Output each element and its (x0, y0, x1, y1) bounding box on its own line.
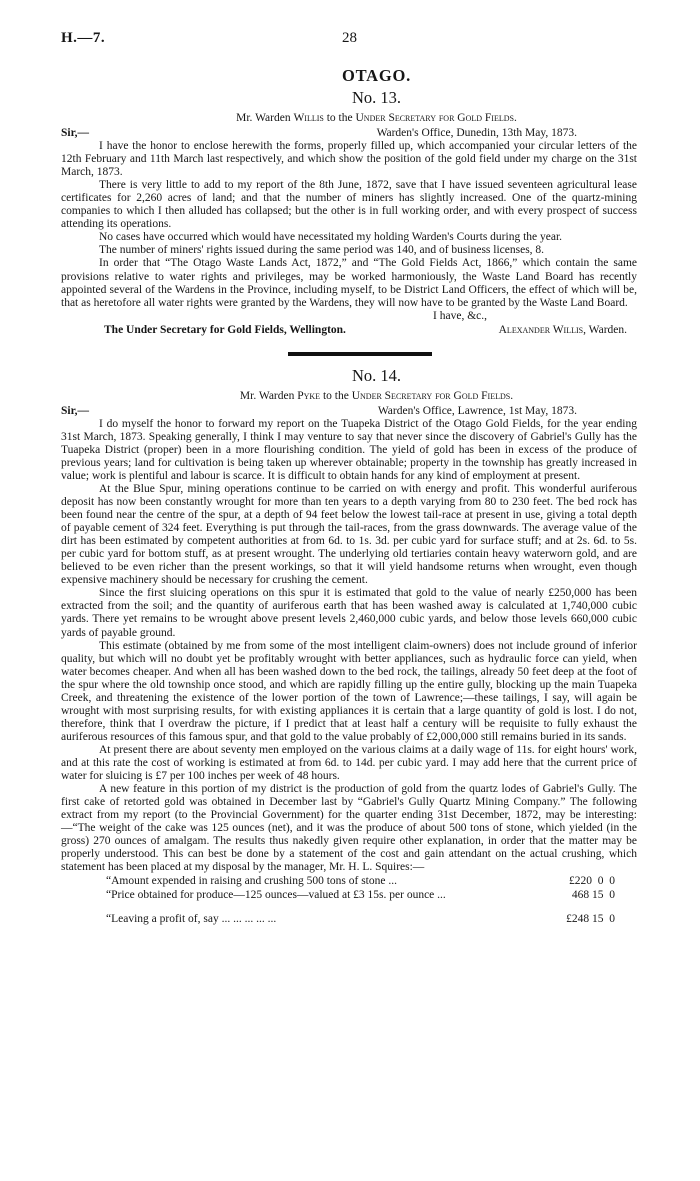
region-title: OTAGO. (341, 66, 412, 85)
paragraph: The number of miners' rights issued during the same period was 140, and of business licenses, 8. (99, 244, 545, 257)
paragraph: This estimate (obtained by me from some of the most intelligent claim-owners) does not include ground of inferior quality, but which will no doubt yet be profitably wrought with better appliances, such as hydraulic force can yield, when water becomes cheaper. And when all has been washed down to the bed rock, the tailings, already 50 feet deep at the foot of the spur where the old township once stood, and which are rapidly filling up the entire gully, blocking up the main Tuapeka Creek, and threatening the existence of the lower portion of the town of Lawrence;—these tailings, I say, will again be wrought with most surprising results, for with existing appliances it is certain that a large quantity of gold is lost. I do not, therefore, think that I overdraw the picture, if I predict that at least half a century will be requisite to fully exhaust the auriferous resources of this famous spur, and that gold to the value probably of £2,000,000 still remains buried in its sands. (61, 639, 637, 743)
page-header (61, 30, 638, 52)
paragraph: At the Blue Spur, mining operations continue to be carried on with energy and profit. This wonderful auriferous deposit has now been constantly wrought for more than ten years to a depth varying from 80 to 230 feet. The bed rock has been found near the centre of the spur, at a depth of 94 feet below the lowest tail-race at present in use, giving a total depth of payable cement of 324 feet. Everything is put through the tail-races, from the grass downwards. The average value of the dirt has been estimated by competent authorities at from 6d. to 1s. 3d. per cubic yard for surface stuff; and at 2s. 6d. to 5s. per cubic yard for bottom stuff, as at present wrought. The underlying old tertiaries contain heavy waterworn gold, and are believed to be even richer than the present workings, so that it will yield handsome returns when wrought, even though expensive machinery should be necessary for crushing the cement. (61, 482, 637, 587)
statement-total-label: “Leaving a profit of, say ... ... ... ... ... (106, 913, 277, 926)
letter-13-number: No. 13. (351, 88, 402, 107)
statement-amount: £220 0 0 (569, 875, 615, 888)
statement-gap (106, 903, 637, 913)
warden-name: Willis (293, 112, 324, 124)
signature (499, 324, 627, 337)
signature-title: , Warden. (583, 323, 627, 336)
paragraph: I do myself the honor to forward my report on the Tuapeka District of the Otago Gold Fields, for the year ending 31st March, 1873. Speaking generally, I think I may venture to say that never since the discovery of Gabriel's Gully has the Tuapeka District (proper) been in a more flourishing condition. The yield of gold has been in excess of the produce of previous years; land for cultivation is being taken up wherever obtainable; property in the township has greatly increased in value; work is plentiful and labour is scarce. It is difficult to obtain hands for any kind of employment at present. (61, 417, 637, 482)
letter-14-salutation-line (61, 405, 637, 418)
salutation: Sir,— (61, 404, 90, 417)
heading-mid: to the (320, 389, 352, 402)
heading-prefix: Mr. Warden (239, 389, 298, 402)
paragraph: No cases have occurred which would have necessitated my holding Warden's Courts during the year. (99, 231, 563, 244)
addressee: The Under Secretary for Gold Fields, Wellington. (104, 323, 346, 336)
paragraph: Since the first sluicing operations on this spur it is estimated that gold to the value of nearly £250,000 has been extracted from the soil; and the quantity of auriferous earth that has been washed away is calculated at 1,740,000 cubic yards. There yet remains to be wrought above present levels 2,460,000 cubic yards, and below those levels 660,000 cubic yards of payable ground. (61, 587, 637, 639)
letter-14-heading (116, 390, 637, 403)
signature-name: Alexander Willis (498, 323, 584, 336)
statement-amount: 468 15 0 (571, 889, 615, 902)
cost-statement (106, 875, 637, 927)
heading-recipient: Under Secretary for Gold Fields. (351, 389, 514, 402)
heading-prefix: Mr. Warden (236, 112, 294, 124)
letter-14-number: No. 14. (351, 365, 402, 385)
document-reference: H.—7. (61, 30, 106, 46)
paragraph: A new feature in this portion of my district is the production of gold from the quartz lodes of Gabriel's Gully. The first cake of retorted gold was obtained in December last by “Gabriel's Gully Quartz Mining Company.” The following extract from my report (to the Provincial Government) for the quarter ending 31st December, 1872, may be interesting:—“The weight of the cake was 125 ounces (net), and it was the produce of about 500 tons of stone, which yielded (in the gross) 270 ounces of amalgam. The results thus nakedly given require other explanation, in order that the matter may be properly understood. This can best be done by a statement of the cost and gain attendant on the actual crushing, which statement has been placed at my disposal by the manager, Mr. H. L. Squires:— (61, 783, 637, 874)
section-divider (288, 352, 432, 356)
statement-row (106, 875, 637, 889)
salutation: Sir,— (61, 127, 90, 140)
office-date: Warden's Office, Lawrence, 1st May, 1873. (377, 404, 577, 417)
paragraph: In order that “The Otago Waste Lands Act, 1872,” and “The Gold Fields Act, 1866,” which contain the same provisions relative to water rights and privileges, may be worked harmoniously, the Waste Land Board has recently appointed several of the Wardens in the Province, including myself, to be District Land Officers, the effect of which will be, that as heretofore all water rights were granted by the Wardens, they will now have to be granted by the Waste Land Board. (61, 257, 637, 309)
letter-13-heading (116, 112, 637, 125)
closing: I have, &c., (433, 309, 487, 322)
paragraph: At present there are about seventy men employed on the various claims at a daily wage of 11s. for eight hours' work, and at this rate the cost of working is estimated at from 6d. to 14d. per cubic yard. I may add here that the current price of water for sluicing is £7 per 100 inches per week of 48 hours. (61, 743, 637, 783)
statement-label: “Price obtained for produce—125 ounces—valued at £3 15s. per ounce ... (106, 889, 446, 902)
letter-13-signature-line (61, 324, 637, 338)
statement-total-row (106, 913, 637, 927)
page-content (61, 58, 637, 927)
office-date: Warden's Office, Dunedin, 13th May, 1873. (376, 127, 577, 140)
statement-label: “Amount expended in raising and crushing 500 tons of stone ... (106, 875, 397, 888)
page-number: 28 (342, 30, 357, 46)
letter-13-salutation-line (61, 127, 637, 140)
paragraph: I have the honor to enclose herewith the forms, properly filled up, which accompanied your circular letters of the 12th February and 11th March last respectively, and which show the position of the gold field under my charge on the 31st March, 1873. (61, 140, 637, 179)
heading-mid: to the (323, 112, 356, 124)
heading-recipient: Under Secretary for Gold Fields. (355, 112, 517, 124)
statement-total-amount: £248 15 0 (566, 913, 615, 926)
paragraph: There is very little to add to my report of the 8th June, 1872, save that I have issued seventeen agricultural lease certificates for 2,260 acres of land; and that the number of miners has slightly increased. One of the quartz-mining companies to which I then alluded has collapsed; but the other is in full working order, and with every prospect of success attending its operations. (61, 179, 637, 231)
warden-name: Pyke (297, 389, 321, 402)
statement-row (106, 889, 637, 903)
